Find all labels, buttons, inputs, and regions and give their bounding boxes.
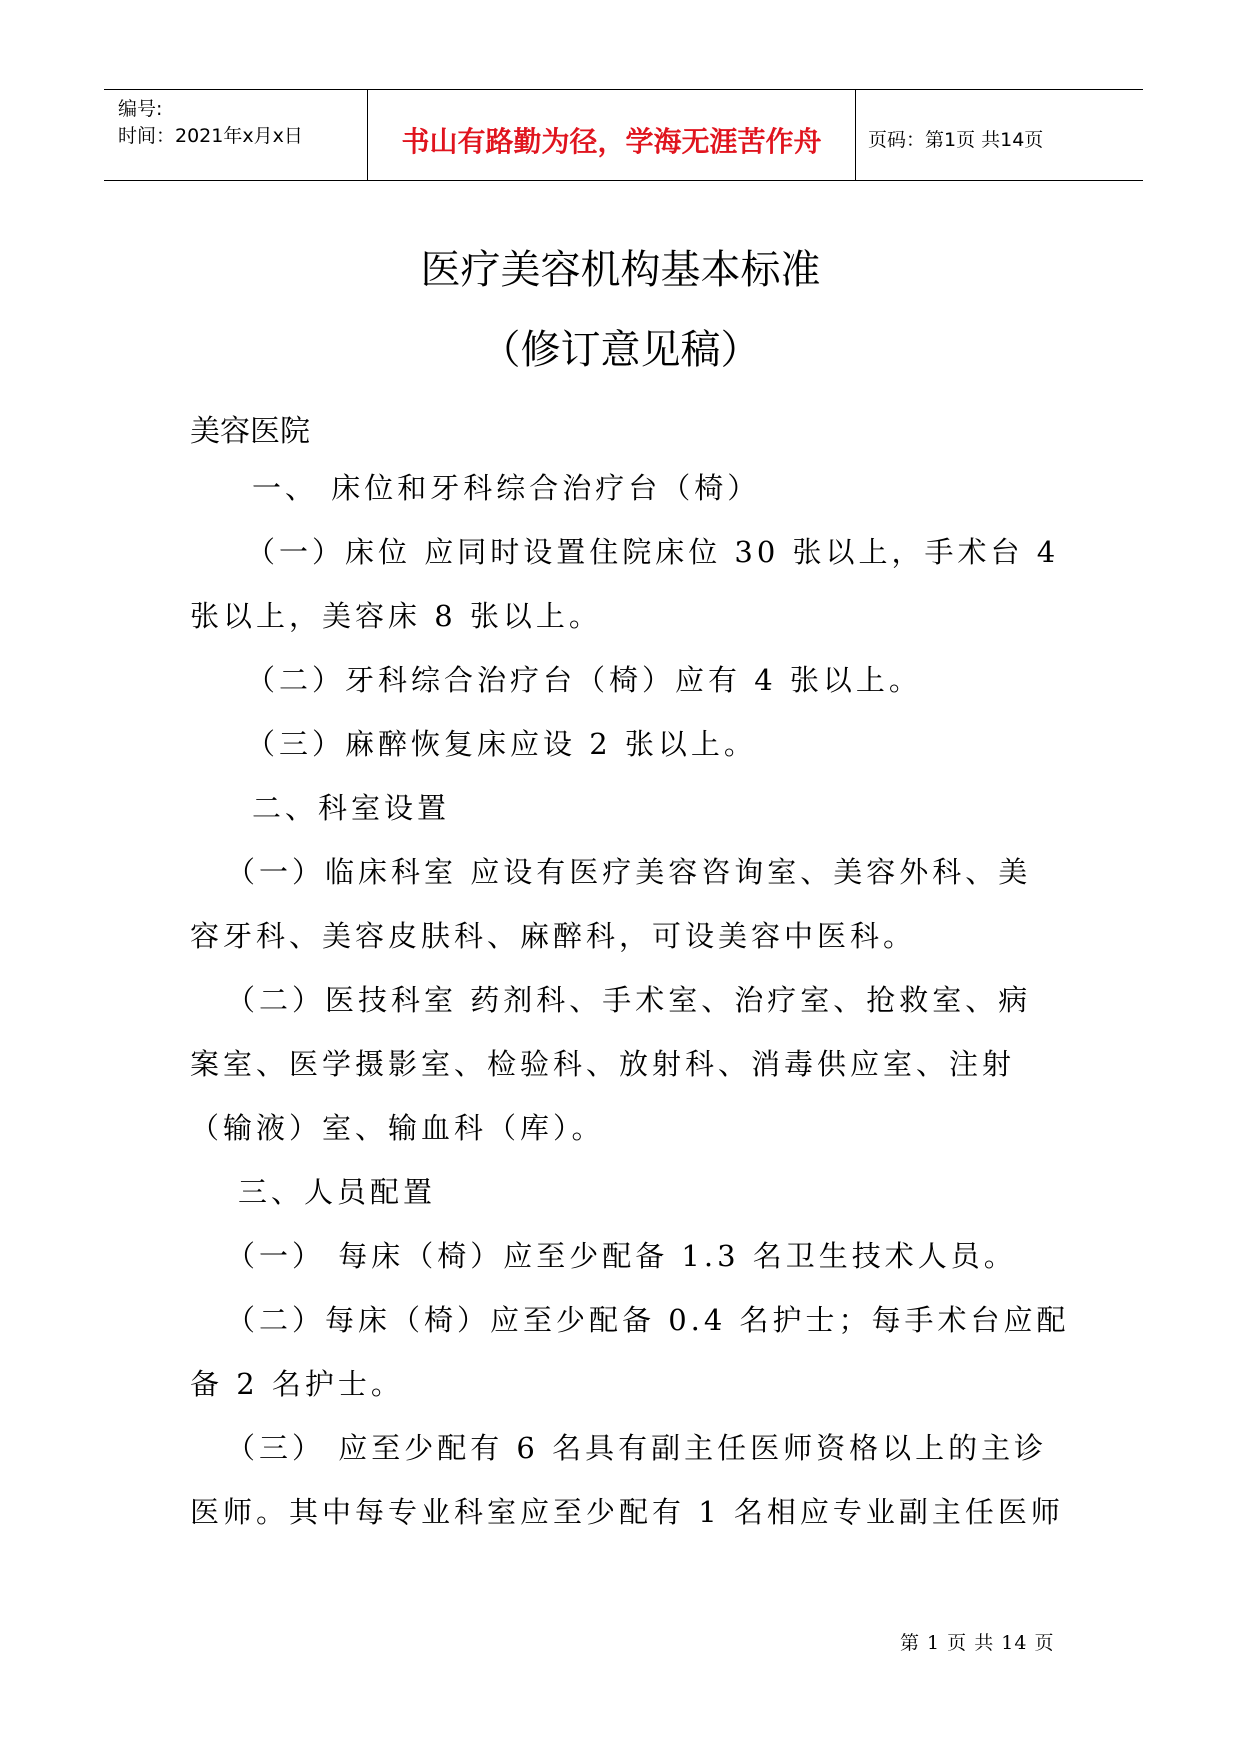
document-code-label: 编号:: [118, 98, 163, 120]
header-motto-cell: [368, 90, 856, 180]
body-line: （一） 每床（椅）应至少配备 1.3 名卫生技术人员。: [226, 1239, 1017, 1273]
section-heading: 美容医院: [190, 414, 310, 449]
header-info-cell: [104, 90, 368, 180]
body-line: （输液）室、输血科（库）。: [190, 1111, 605, 1145]
body-line: （三）麻醉恢复床应设 2 张以上。: [246, 727, 757, 761]
body-line: 备 2 名护士。: [190, 1367, 404, 1401]
body-line: （一）床位 应同时设置住院床位 30 张以上，手术台 4: [246, 535, 1060, 569]
body-line: （二）医技科室 药剂科、手术室、治疗室、抢救室、病: [226, 983, 1032, 1017]
body-line: （三） 应至少配有 6 名具有副主任医师资格以上的主诊: [226, 1431, 1048, 1465]
body-line: （一）临床科室 应设有医疗美容咨询室、美容外科、美: [226, 855, 1032, 889]
document-time-label: 时间：2021年x月x日: [118, 125, 303, 147]
body-line: 张以上，美容床 8 张以上。: [190, 599, 602, 633]
page-footer: 第 1 页 共 14 页: [900, 1632, 1055, 1654]
body-line: 二、科室设置: [252, 791, 451, 825]
header-motto: 书山有路勤为径，学海无涯苦作舟: [401, 125, 822, 158]
body-line: （二）牙科综合治疗台（椅）应有 4 张以上。: [246, 663, 922, 697]
document-header: [104, 89, 1143, 181]
header-page-cell: [856, 90, 1143, 180]
body-line: 三、人员配置: [238, 1175, 437, 1209]
body-line: 案室、医学摄影室、检验科、放射科、消毒供应室、注射: [190, 1047, 1016, 1081]
body-line: 容牙科、美容皮肤科、麻醉科，可设美容中医科。: [190, 919, 917, 953]
header-page-number: 页码：第1页 共14页: [868, 129, 1044, 151]
body-line: （二）每床（椅）应至少配备 0.4 名护士；每手术台应配: [226, 1303, 1070, 1337]
body-line: 一、 床位和牙科综合治疗台（椅）: [252, 471, 761, 505]
document-subtitle: （修订意见稿）: [480, 327, 761, 373]
body-line: 医师。其中每专业科室应至少配有 1 名相应专业副主任医师: [190, 1495, 1064, 1529]
document-title: 医疗美容机构基本标准: [420, 247, 821, 293]
